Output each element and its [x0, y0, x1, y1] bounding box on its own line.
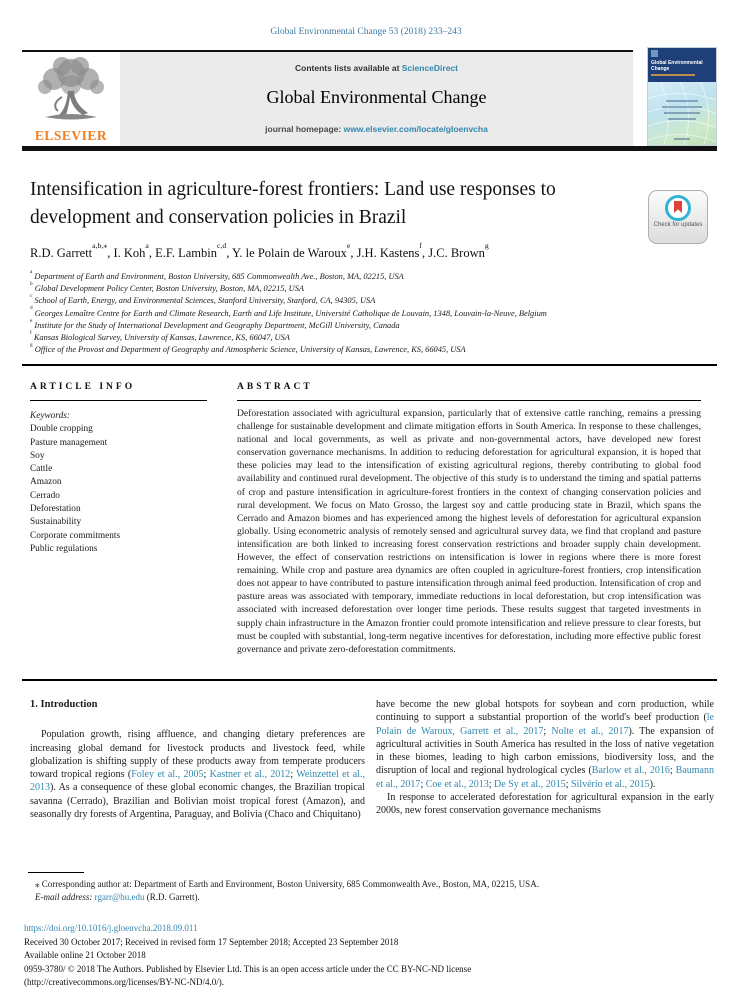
- journal-ref-line: Global Environmental Change 53 (2018) 233–243: [270, 27, 462, 37]
- keyword: Public regulations: [30, 543, 98, 554]
- update-ring-icon: [665, 195, 691, 221]
- contents-prefix: Contents lists available at: [295, 63, 402, 73]
- cover-logo-icon: [651, 50, 658, 57]
- inline-link[interactable]: le Polain de Waroux, Garrett et al., 2017: [376, 712, 714, 737]
- email-line: [28, 891, 704, 904]
- text-segment: ;: [290, 769, 297, 781]
- text-segment: g: [484, 241, 489, 251]
- affiliation: $^f$ Kansas Biological Survey, University of Kansas, Lawrence, KS, 66047, USA: [30, 329, 290, 343]
- cover-art: [648, 82, 716, 145]
- article-title: Intensification in agriculture-forest frontiers: Land use responses to development and conservation policies in Brazil: [30, 179, 556, 228]
- inline-link[interactable]: Kastner et al., 2012: [209, 769, 291, 781]
- intro-paragraph-right-1: [376, 698, 714, 791]
- intro-paragraph-left: [30, 728, 365, 821]
- text-segment: , E.F. Lambin: [148, 246, 217, 260]
- keywords-label: Keywords:: [30, 411, 70, 421]
- elsevier-tree-icon: [32, 55, 110, 131]
- footnote-rule: [28, 872, 84, 873]
- bookmark-icon: [674, 201, 682, 213]
- keyword: Corporate commitments: [30, 530, 121, 541]
- keyword: Amazon: [30, 477, 62, 488]
- journal-cover-thumbnail[interactable]: [648, 48, 716, 145]
- intro-heading: 1. Introduction: [30, 699, 98, 710]
- inline-link[interactable]: De Sy et al., 2015: [494, 778, 566, 790]
- article-info-heading: ARTICLE INFO: [30, 382, 136, 392]
- keyword: Sustainability: [30, 517, 82, 528]
- keyword: Cattle: [30, 464, 53, 475]
- text-segment: ;: [543, 725, 552, 737]
- intro-paragraph-right-2: In response to accelerated deforestation for agricultural expansion in the early 2000s, new forest conservation governance mechanisms: [376, 792, 714, 817]
- intro-column-left: [30, 698, 365, 821]
- keywords-block: [30, 410, 220, 556]
- text-segment: , Y. le Polain de Waroux: [226, 246, 347, 260]
- keyword: Deforestation: [30, 504, 81, 515]
- abstract-heading: ABSTRACT: [237, 382, 313, 392]
- keyword: Double cropping: [30, 424, 93, 435]
- inline-link[interactable]: Foley et al., 2005: [131, 769, 204, 781]
- text-segment: ;: [565, 778, 571, 790]
- sciencedirect-link[interactable]: ScienceDirect: [401, 63, 458, 73]
- banner-gray-panel: [120, 52, 633, 146]
- elsevier-logo: [22, 52, 120, 146]
- text-segment: ;: [420, 778, 426, 790]
- abstract-text: Deforestation associated with agricultural expansion, particularly that of extensive cattle ranching, remains a pressing challenge for sustainable development and climate mitigation efforts in South America. In response to these challenges, national and local governments, as well as private and non-governmental actors, have developed new forest conservation governance mechanisms. In addition to reducing deforestation for agricultural expansion, it is hoped that these policies may lead to the intensification of existing agricultural regions, thereby contributing to global food availability and continued rural development. The objective of this study is to understand the timing and spatial patterns of crop and pasture intensification in agriculture-forest frontiers in the context of changing conservation policies and rural development. We focus on Mato Grosso, the largest soy and cattle producing state in Brazil, which spans the Cerrado and Amazon biomes and has experienced among the highest levels of deforestation for agricultural expansion globally. Using econometric analysis of remotely sensed and agricultural survey data, we find that cropland and pasture intensification are both linked to increasing forest conservation restrictions and broader supply chain development. However, the effect of conservation restrictions on intensification is lower in regions where there is more forest remaining. While crop and pasture area dynamics are often coupled in agriculture-forest frontiers, crop intensification does not appear to have contributed to pasture intensification through animal feed production. Intensification of crop and pasture areas was associated with temporary, immediate reductions in local deforestation, but crop intensification was associated with increased deforestation over longer time periods. These results suggest that targeted investments in supply chain infrastructure in the Amazon frontier could promote intensification and relieve pressure to clear forests, but must be coupled with substantial, long-term negative incentives for deforestation, including more effective public forest governance and private zero-deforestation commitments.: [237, 408, 701, 655]
- footnote-block: [28, 872, 704, 903]
- affiliation: $^a$ Department of Earth and Environment, Boston University, 685 Commonwealth Ave., Boston, MA, 02215, USA: [30, 268, 404, 281]
- elsevier-wordmark: ELSEVIER: [34, 128, 108, 143]
- text-segment: f: [419, 241, 422, 251]
- inline-link[interactable]: Baumann et al., 2017: [376, 765, 714, 790]
- cover-title: Global Environmental Change: [651, 60, 703, 72]
- intro-column-right: [376, 698, 714, 818]
- cover-subtitle-bar: [651, 74, 695, 76]
- homepage-line: [120, 124, 633, 134]
- inline-link[interactable]: rgarr@bu.edu: [94, 891, 145, 902]
- keyword: Pasture management: [30, 437, 108, 448]
- text-segment: have become the new global hotspots for soybean and corn production, while continuing to support a substantial proportion of the world's beef production (: [376, 699, 714, 724]
- text-segment: ). As a consequence of these global economic changes, the Brazilian tropical savanna (Cerrado), Brazilian and Bolivian moist tropical forest (Amazon), and seasonally dry forests of Argentina, Paraguay, and Bolivia (Chaco and Chiquitano): [30, 782, 365, 821]
- corresponding-author-note: ⁎ Corresponding author at: Department of Earth and Environment, Boston University, 685 Commonwealth Ave., Boston, MA, 02215, USA.: [35, 879, 539, 889]
- doi-link[interactable]: https://doi.org/10.1016/j.gloenvcha.2018.09.011: [24, 923, 198, 933]
- authors-line: [30, 241, 690, 261]
- affiliation: $^b$ Global Development Policy Center, Boston University, Boston, MA, 02215, USA: [30, 281, 305, 294]
- text-segment: (R.D. Garrett).: [144, 891, 200, 902]
- text-segment: ;: [669, 765, 676, 777]
- text-segment: , J.C. Brown: [422, 246, 485, 260]
- inline-link[interactable]: Weinzettel et al., 2013: [30, 769, 365, 794]
- homepage-prefix: journal homepage:: [265, 124, 344, 134]
- inline-link[interactable]: Barlow et al., 2016: [591, 765, 670, 777]
- inline-link[interactable]: Nolte et al., 2017: [551, 725, 629, 737]
- cover-header: [648, 48, 716, 82]
- homepage-link[interactable]: www.elsevier.com/locate/gloenvcha: [343, 124, 488, 134]
- text-segment: , J.H. Kastens: [350, 246, 420, 260]
- affiliation: $^e$ Institute for the Study of International Development and Geography Department, McGill University, Canada: [30, 317, 400, 330]
- text-segment: c,d: [216, 241, 227, 251]
- divider: [22, 679, 717, 681]
- divider: [237, 400, 701, 401]
- text-segment: E-mail address:: [35, 891, 95, 902]
- license-line: (http://creativecommons.org/licenses/BY-NC-ND/4.0/).: [24, 977, 225, 987]
- text-segment: e: [346, 241, 351, 251]
- check-updates-label: Check for updates: [653, 222, 703, 228]
- divider: [30, 400, 207, 401]
- text-segment: ). The expansion of agricultural activities in South America has resulted in the loss of native vegetation in these biomes, leading to high carbon emissions, biodiversity loss, and the disruption of local and regional hydrological cycles (: [376, 725, 715, 777]
- banner-main: [22, 50, 633, 146]
- affiliation: $^g$ Office of the Provost and Department of Geography and Atmospheric Science, University of Kansas, Lawrence, KS, 66045, USA: [30, 342, 466, 355]
- received-line: Received 30 October 2017; Received in revised form 17 September 2018; Accepted 23 September 2018: [24, 936, 399, 947]
- text-segment: ;: [203, 769, 210, 781]
- text-segment: , I. Koh: [107, 246, 146, 260]
- journal-title: Global Environmental Change: [266, 87, 487, 107]
- text-segment: ;: [488, 778, 495, 790]
- keyword: Soy: [30, 450, 45, 461]
- affiliation: $^c$ School of Earth, Energy, and Environmental Sciences, Stanford University, Stanford, CA, 94305, USA: [30, 293, 376, 306]
- check-updates-badge[interactable]: [648, 190, 708, 244]
- contents-line: [120, 63, 633, 73]
- footer-block: [24, 922, 714, 990]
- inline-link[interactable]: Coe et al., 2013: [425, 778, 489, 790]
- text-segment: ).: [649, 778, 656, 790]
- text-segment: a: [145, 241, 149, 251]
- inline-link[interactable]: Silvério et al., 2015: [570, 778, 650, 790]
- affiliations-list: [30, 268, 700, 356]
- text-segment: R.D. Garrett: [30, 246, 93, 260]
- copyright-line: 0959-3780/ © 2018 The Authors. Published by Elsevier Ltd. This is an open access article under the CC BY-NC-ND license: [24, 963, 472, 974]
- divider: [22, 364, 717, 366]
- text-segment: a,b,⁎: [92, 241, 108, 251]
- affiliation: $^d$ Georges Lemaître Centre for Earth and Climate Research, Earth and Life Institute, Université Catholique de Louvain, 1348, Louvain-la-Neuve, Belgium: [30, 305, 547, 318]
- available-online-line: Available online 21 October 2018: [24, 950, 146, 960]
- keyword: Cerrado: [30, 490, 60, 501]
- journal-banner: [22, 50, 717, 151]
- text-segment: Population growth, rising affluence, and changing dietary preferences are increasing global demand for livestock products and livestock feed, while globalization is shifting supply of these products away from temperate producers toward tropical regions (: [30, 729, 365, 781]
